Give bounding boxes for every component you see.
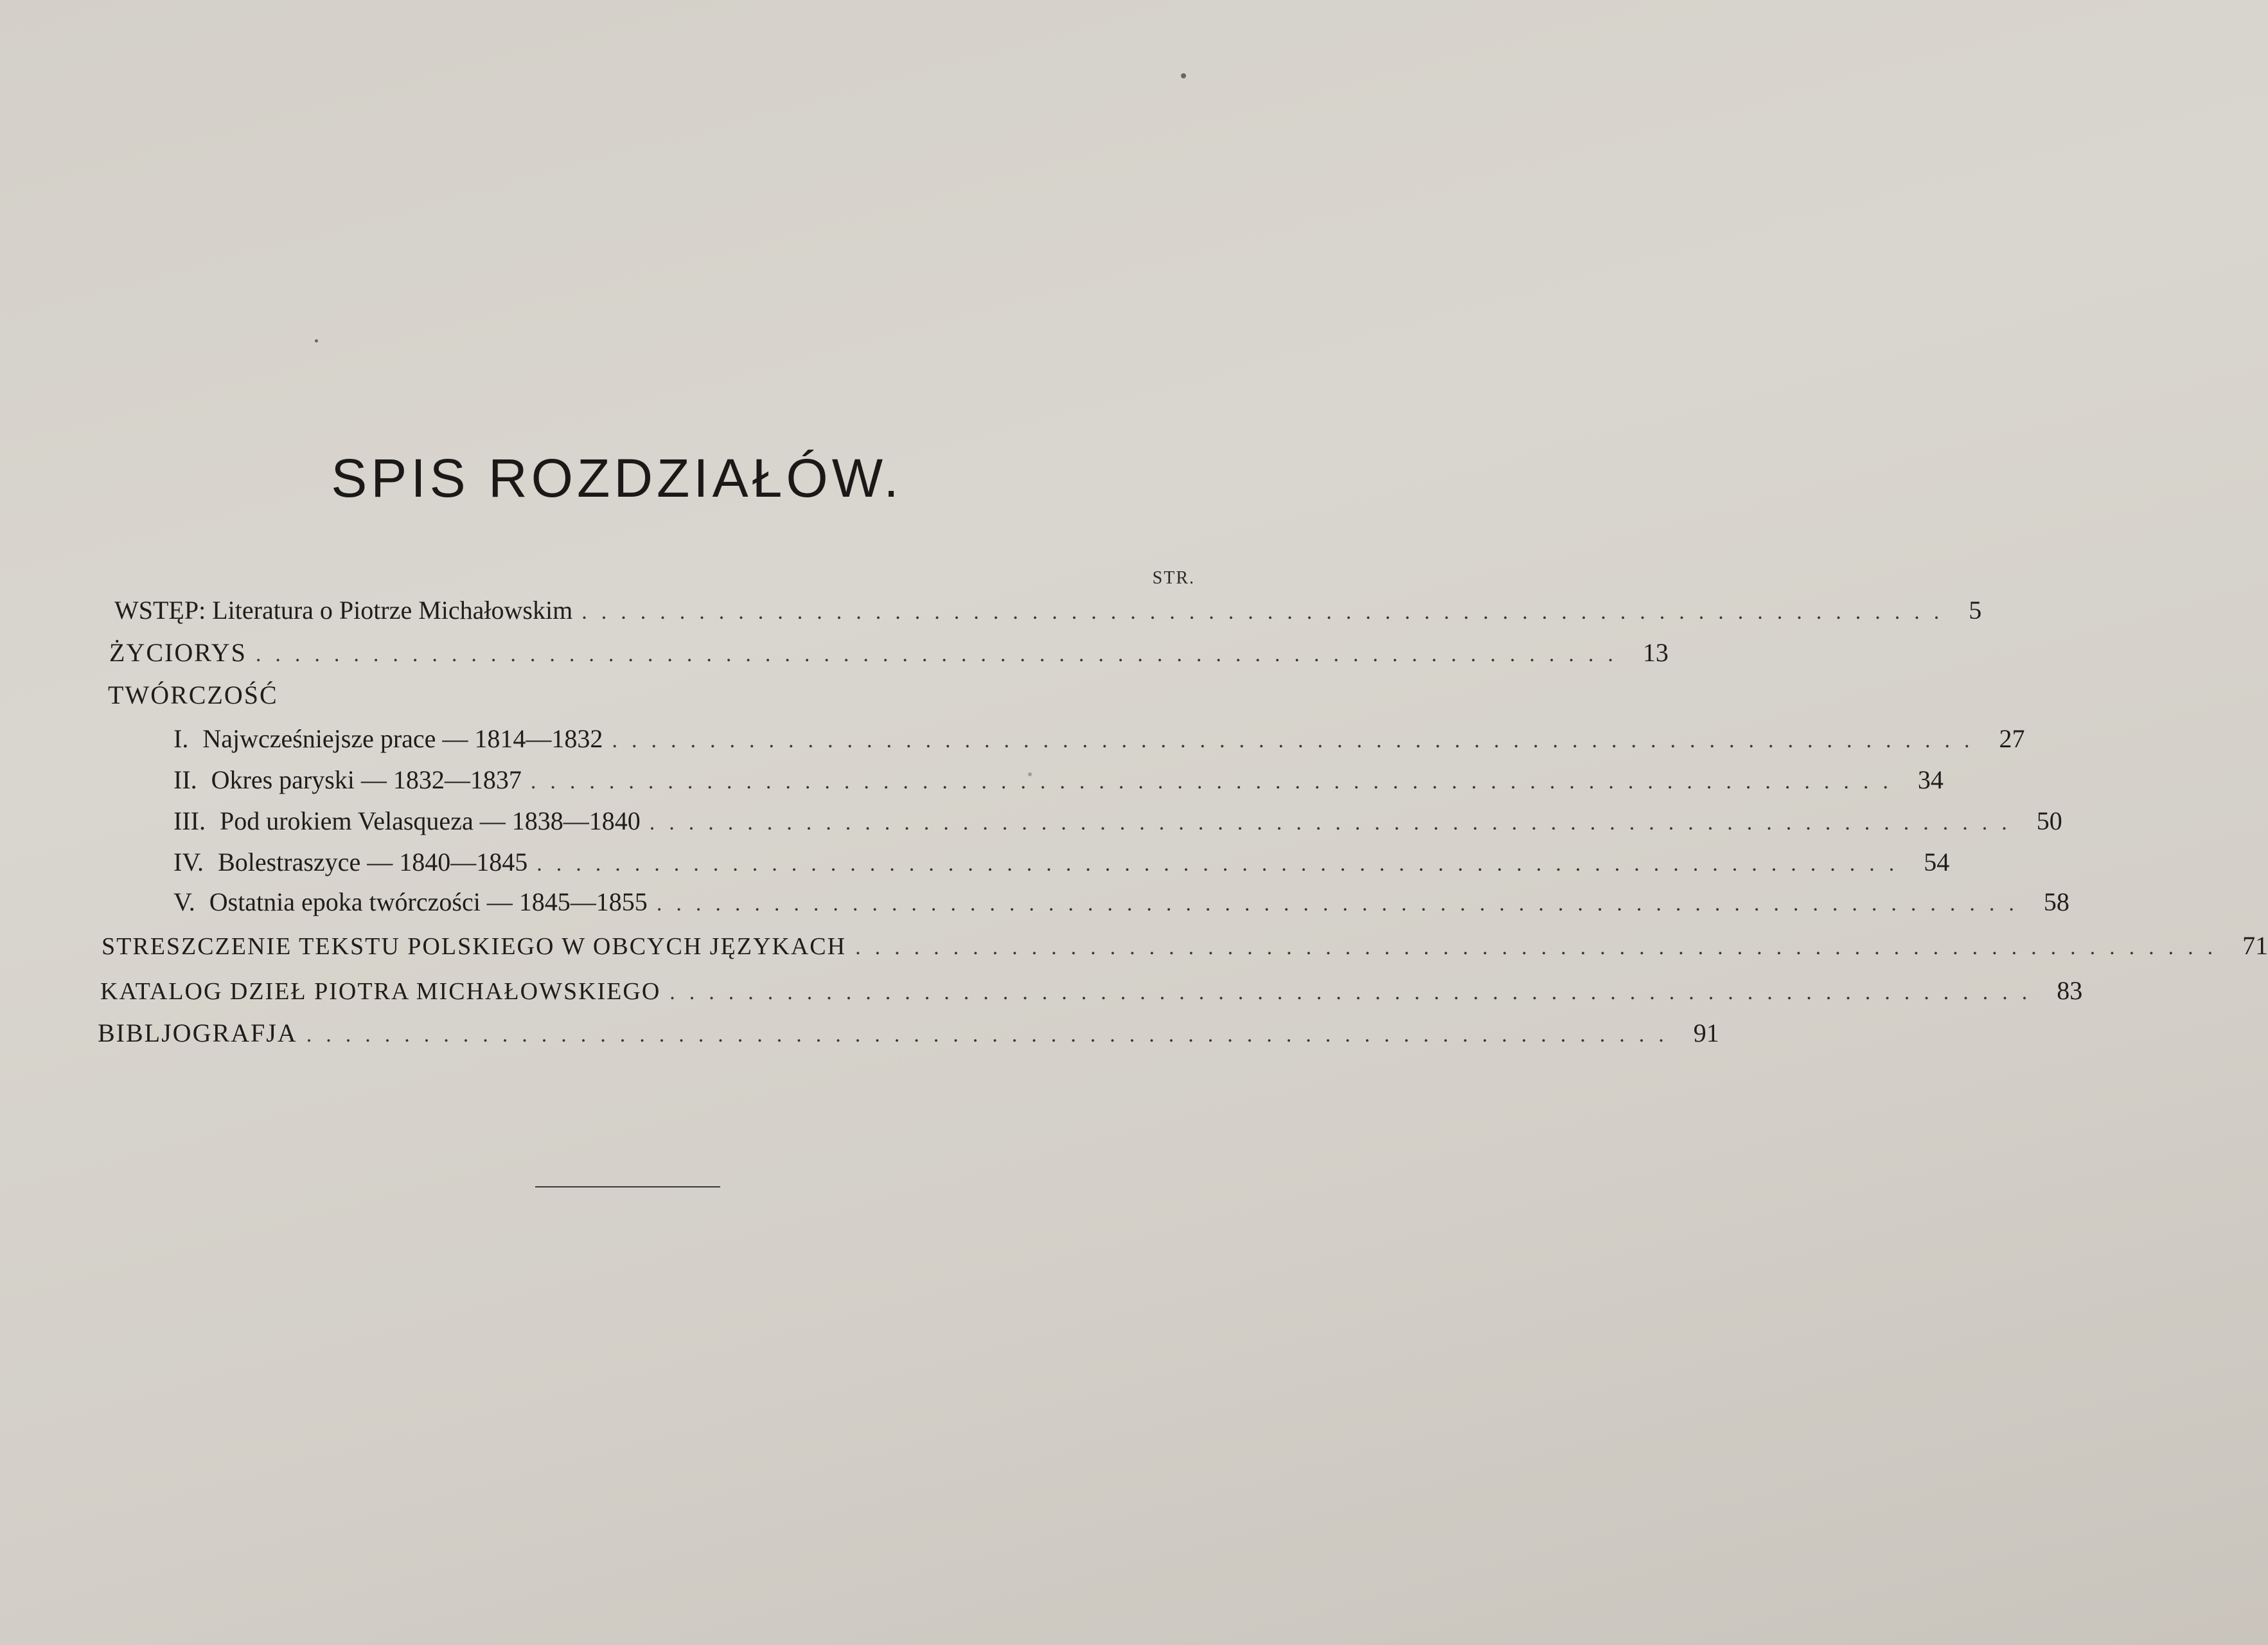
toc-entry-label: ŻYCIORYS bbox=[109, 638, 247, 667]
paper-speck bbox=[1181, 73, 1186, 78]
toc-entry-label: Pod urokiem Velasqueza — 1838—1840 bbox=[219, 806, 641, 835]
toc-entry-page: 54 bbox=[1924, 848, 1950, 876]
toc-entry-page: 83 bbox=[2057, 976, 2083, 1005]
dot-leader: ...................................................................... bbox=[656, 892, 2028, 916]
dot-leader: ...................................................................... bbox=[536, 852, 1909, 876]
toc-roman-numeral: IV. bbox=[173, 848, 204, 876]
toc-entry-page: 27 bbox=[1999, 724, 2025, 753]
page-column-label: STR. bbox=[1152, 568, 1195, 588]
toc-entry-label: Ostatnia epoka twórczości — 1845—1855 bbox=[209, 887, 648, 916]
dot-leader: ...................................................................... bbox=[612, 729, 1984, 752]
toc-entry-page: 91 bbox=[1693, 1018, 1719, 1047]
dot-leader: ...................................................................... bbox=[530, 770, 1902, 794]
toc-entry bbox=[109, 637, 1669, 673]
toc-roman-numeral: I. bbox=[173, 724, 189, 753]
toc-entry-page: 5 bbox=[1969, 596, 1982, 625]
toc-entry-label: TWÓRCZOŚĆ bbox=[108, 680, 278, 709]
toc-entry-label: KATALOG DZIEŁ PIOTRA MICHAŁOWSKIEGO bbox=[100, 978, 661, 1005]
toc-subentry bbox=[173, 887, 2069, 923]
toc-subentry bbox=[173, 847, 1950, 883]
toc-entry-label: STRESZCZENIE TEKSTU POLSKIEGO W OBCYCH JĘZYKACH bbox=[102, 933, 847, 960]
dot-leader: ...................................................................... bbox=[581, 600, 1954, 624]
page-title: SPIS ROZDZIAŁÓW. bbox=[331, 448, 903, 508]
toc-roman-numeral: II. bbox=[173, 765, 197, 794]
dot-leader: ...................................................................... bbox=[855, 936, 2228, 959]
paper-speck bbox=[315, 339, 318, 342]
dot-leader: ...................................................................... bbox=[255, 643, 1627, 666]
toc-entry-page: 58 bbox=[2043, 887, 2069, 916]
toc-entry bbox=[108, 680, 1195, 716]
toc-entry-label: Najwcześniejsze prace — 1814—1832 bbox=[202, 724, 603, 753]
toc-roman-numeral: III. bbox=[173, 806, 206, 835]
toc-entry bbox=[98, 1018, 1719, 1054]
toc-entry-page: 50 bbox=[2036, 806, 2062, 835]
toc-subentry bbox=[173, 765, 1944, 801]
end-rule bbox=[535, 1186, 720, 1187]
toc-entry bbox=[114, 595, 1982, 631]
toc-entry-label: BIBLJOGRAFJA bbox=[98, 1018, 297, 1047]
dot-leader: ...................................................................... bbox=[306, 1023, 1678, 1047]
toc-roman-numeral: V. bbox=[173, 887, 195, 916]
toc-entry-label: WSTĘP: Literatura o Piotrze Michałowskim bbox=[114, 596, 573, 625]
toc-entry-page: 71 bbox=[2242, 931, 2268, 960]
toc-entry-label: Bolestraszyce — 1840—1845 bbox=[218, 848, 528, 876]
toc-entry-page: 13 bbox=[1642, 638, 1669, 667]
toc-entry-page: 34 bbox=[1917, 765, 1944, 794]
toc-subentry bbox=[173, 724, 2025, 760]
toc-entry bbox=[100, 975, 2083, 1011]
toc-entry bbox=[102, 930, 2268, 966]
dot-leader: ...................................................................... bbox=[669, 981, 2042, 1004]
toc-subentry bbox=[173, 806, 2062, 842]
dot-leader: ...................................................................... bbox=[649, 811, 2021, 835]
toc-entry-label: Okres paryski — 1832—1837 bbox=[211, 765, 522, 794]
